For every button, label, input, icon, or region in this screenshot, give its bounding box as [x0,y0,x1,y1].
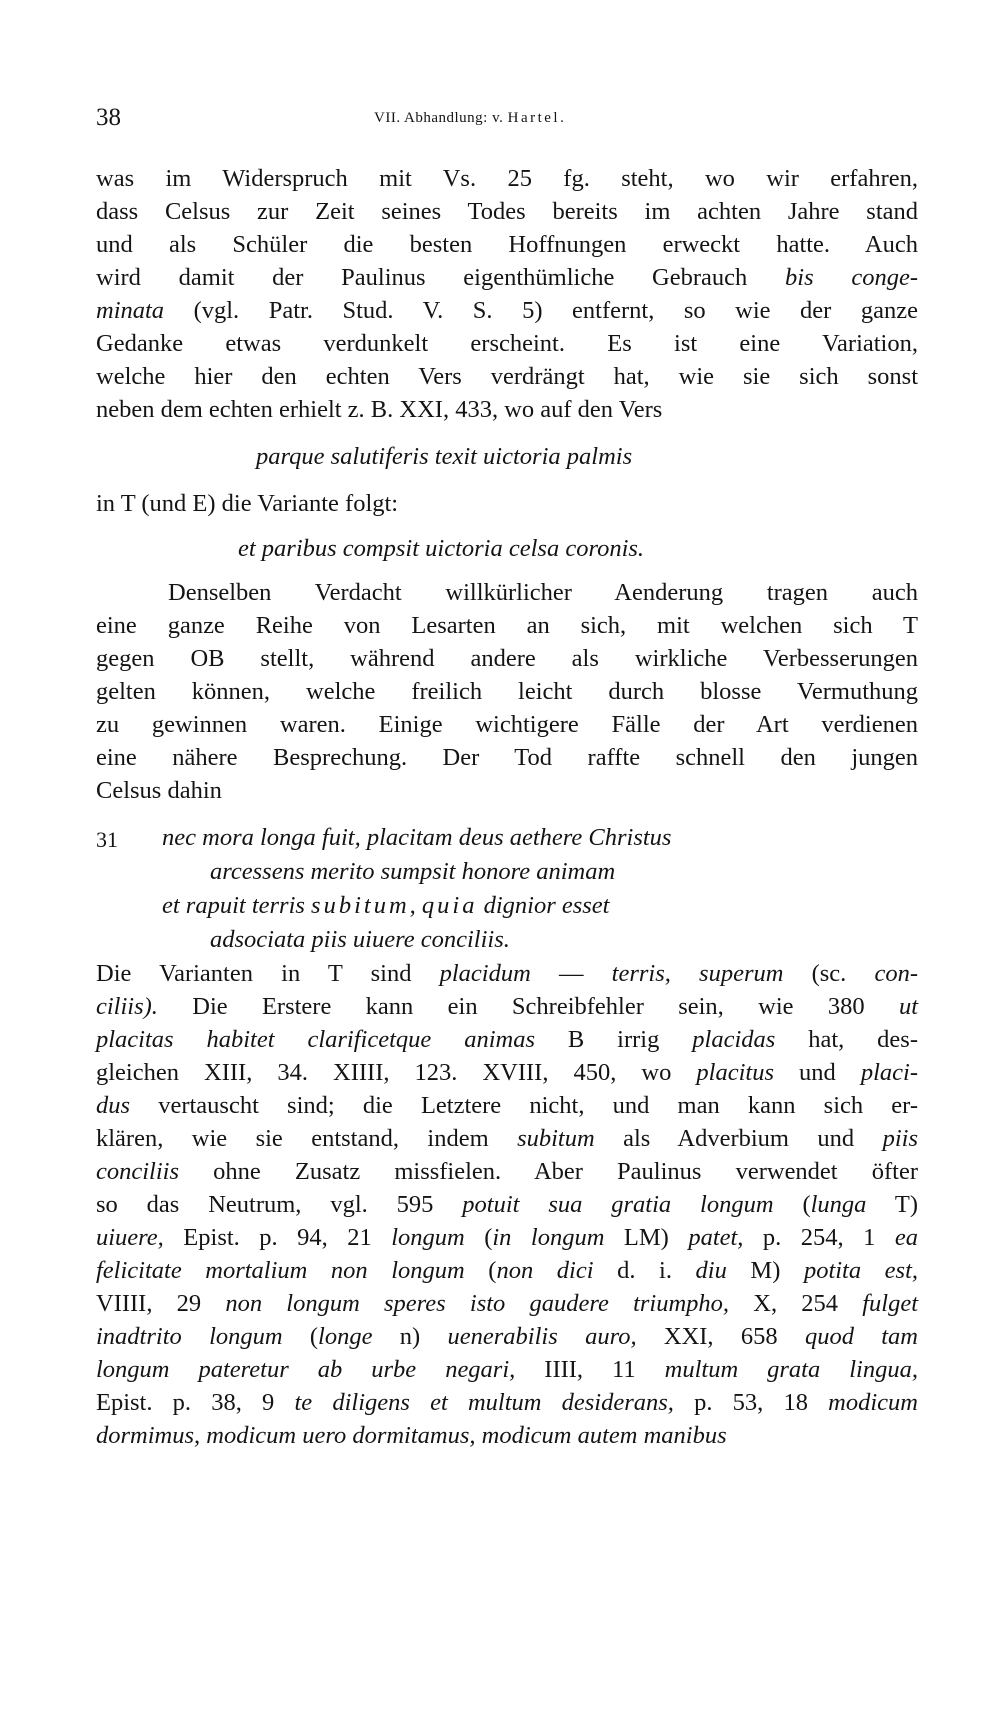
latin-term: placitas habitet clarificetque animas [96,1026,535,1053]
text-segment: Epist. p. 38, 9 [96,1389,295,1416]
text-segment: LM) [604,1224,689,1251]
latin-term: patet, [688,1224,744,1251]
page-header [96,104,916,138]
latin-term: placi- [860,1059,918,1086]
text-segment: X, 254 [729,1290,863,1317]
verse-line: nec mora longa fuit, placitam deus aethere Christus [162,824,672,851]
latin-term: potita est, [803,1257,919,1284]
verse-segment: et rapuit terris [162,892,312,919]
text-line [96,261,918,295]
text-line [96,1320,918,1354]
latin-term: in longum [492,1224,605,1251]
latin-term: longe [318,1323,373,1350]
text-line: eine ganze Reihe von Lesarten an sich, mit welchen sich T [96,612,918,639]
text-segment: (sc. [783,960,875,987]
text-line: Celsus dahin [96,777,222,804]
latin-term: uiuere, [96,1224,164,1251]
text-segment: gleichen XIII, 34. XIIII, 123. XVIII, 450, wo [96,1059,697,1086]
text-line [96,1155,918,1189]
text-segment: vertauscht sind; die Letztere nicht, und man kann sich er- [130,1092,918,1119]
latin-term: piis [882,1125,918,1152]
verse-segment: dignior esset [477,892,610,919]
latin-term: conciliis [96,1158,180,1185]
quoted-verse: et paribus compsit uictoria celsa coronis. [238,535,645,562]
text-line [96,1353,918,1387]
verse-line: arcessens merito sumpsit honore animam [210,858,616,885]
running-head-title: VII. Abhandlung: v. [374,110,504,126]
text-line [96,990,918,1024]
text-segment: — [530,960,612,987]
text-segment: n) [372,1323,448,1350]
latin-term: quod tam [804,1323,918,1350]
text-line: neben dem echten erhielt z. B. XXI, 433, wo auf den Vers [96,396,663,423]
latin-term: con- [874,960,919,987]
latin-term: terris, superum [611,960,784,987]
text-segment: VIIII, 29 [96,1290,226,1317]
latin-term: ut [898,993,918,1020]
latin-term: felicitate mortalium non longum [96,1257,465,1284]
text-segment: IIII, 11 [515,1356,665,1383]
page-number: 38 [96,104,121,131]
text-line: was im Widerspruch mit Vs. 25 fg. steht, wo wir erfahren, [96,165,918,192]
latin-term: bis conge- [785,264,918,291]
text-segment: ( [282,1323,319,1350]
text-segment: als Adverbium und [594,1125,883,1152]
verse-emphasis: subitum [311,892,410,919]
text-line: gelten können, welche freilich leicht durch blosse Vermuthung [96,678,918,705]
text-segment: ( [464,1257,497,1284]
text-segment: ohne Zusatz missfielen. Aber Paulinus verwendet öfter [179,1158,918,1185]
verse-segment: , [409,892,422,919]
latin-term: placitus [696,1059,774,1086]
verse-line [162,889,609,923]
latin-term: placidum [439,960,531,987]
text-segment: p. 254, 1 [743,1224,895,1251]
text-line: in T (und E) die Variante folgt: [96,490,399,517]
latin-term: dormimus, modicum uero dormitamus, modicum autem manibus [96,1422,727,1449]
text-segment: p. 53, 18 [673,1389,829,1416]
text-segment: M) [726,1257,804,1284]
text-segment: B irrig [534,1026,693,1053]
text-segment: so das Neutrum, vgl. 595 [96,1191,463,1218]
text-segment: hat, des- [775,1026,919,1053]
latin-term: longum [391,1224,465,1251]
text-line [96,1089,918,1123]
latin-term: minata [96,297,165,324]
latin-term: subitum [517,1125,595,1152]
running-head-author: Hartel. [507,110,567,126]
latin-term: modicum [828,1389,918,1416]
text-line: zu gewinnen waren. Einige wichtigere Fälle der Art verdienen [96,711,918,738]
text-line [96,1056,918,1090]
text-line [96,294,918,328]
text-line: und als Schüler die besten Hoffnungen erweckt hatte. Auch [96,231,918,258]
text-line: gegen OB stellt, während andere als wirkliche Verbesserungen [96,645,918,672]
text-line: welche hier den echten Vers verdrängt hat, wie sie sich sonst [96,363,918,390]
latin-term: non longum speres isto gaudere triumpho, [225,1290,730,1317]
text-segment: Die Varianten in T sind [96,960,440,987]
latin-term: placidas [692,1026,776,1053]
latin-term: longum pateretur ab urbe negari, [96,1356,516,1383]
text-segment: wird damit der Paulinus eigenthümliche Gebrauch [96,264,786,291]
latin-term: dus [96,1092,131,1119]
text-line [96,1122,918,1156]
latin-term: multum grata lingua, [664,1356,918,1383]
verse-line: adsociata piis uiuere conciliis. [210,926,510,953]
latin-term: lunga [810,1191,867,1218]
latin-term: inadtrito longum [96,1323,283,1350]
text-segment: ( [464,1224,493,1251]
text-line: eine nähere Besprechung. Der Tod raffte schnell den jungen [96,744,918,771]
text-line [96,957,918,991]
latin-term: non dici [496,1257,594,1284]
text-segment: Epist. p. 94, 21 [163,1224,392,1251]
latin-term: fulget [862,1290,919,1317]
text-line: Gedanke etwas verdunkelt erscheint. Es ist eine Variation, [96,330,918,357]
text-line [96,1254,918,1288]
text-line [96,1221,918,1255]
text-segment: ( [773,1191,811,1218]
running-head [374,110,566,127]
text-line [96,1023,918,1057]
latin-term: potuit sua gratia longum [462,1191,774,1218]
text-line: Denselben Verdacht willkürlicher Aenderung tragen auch [168,579,918,606]
text-line [96,1287,918,1321]
text-line: dass Celsus zur Zeit seines Todes bereits im achten Jahre stand [96,198,918,225]
latin-term: te diligens et multum desiderans, [294,1389,674,1416]
text-segment: d. i. [593,1257,696,1284]
verse-number: 31 [96,827,118,852]
text-line [96,1419,918,1453]
latin-term: diu [695,1257,727,1284]
text-segment: (vgl. Patr. Stud. V. S. 5) entfernt, so wie der ganze [164,297,918,324]
text-line [96,1188,918,1222]
latin-term: ea [894,1224,918,1251]
text-segment: und [774,1059,861,1086]
latin-term: ciliis). [96,993,158,1020]
quoted-verse: parque salutiferis texit uictoria palmis [256,443,633,470]
text-segment: T) [866,1191,918,1218]
verse-emphasis: quia [421,892,478,919]
latin-term: uenerabilis auro, [447,1323,637,1350]
text-segment: Die Erstere kann ein Schreibfehler sein, wie 380 [157,993,899,1020]
text-segment: XXI, 658 [636,1323,805,1350]
text-line [96,1386,918,1420]
text-segment: klären, wie sie entstand, indem [96,1125,518,1152]
